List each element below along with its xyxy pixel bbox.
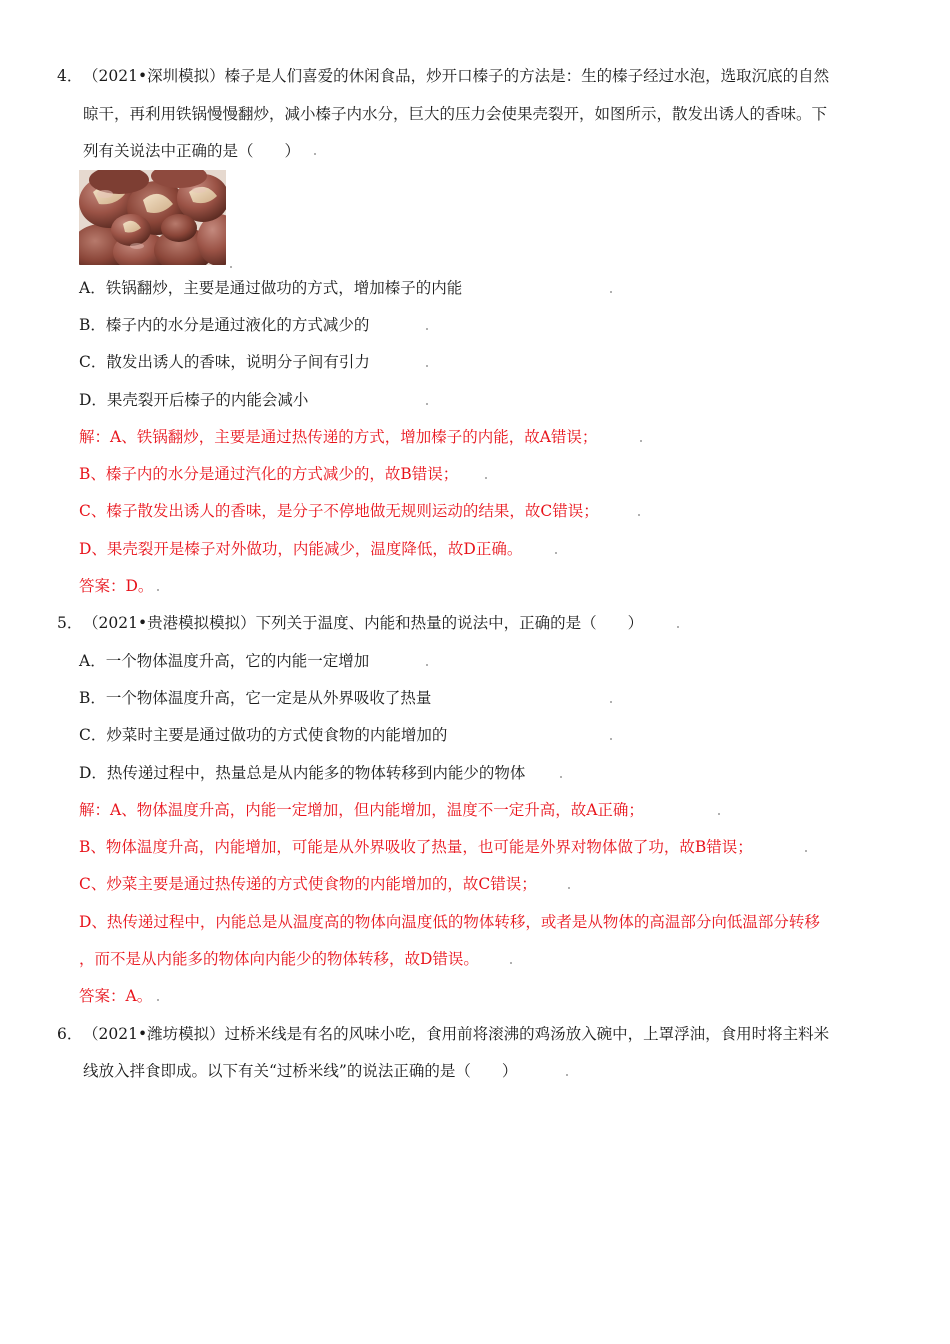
- question-5-solution-line-1: 解：A、物体温度升高，内能一定增加，但内能增加，温度不一定升高，故A正确；: [79, 801, 644, 819]
- question-5-stem-line-1: 5．（2021•贵港模拟模拟）下列关于温度、内能和热量的说法中，正确的是（ ）: [57, 611, 643, 635]
- question-6-number: 6．: [57, 1025, 83, 1043]
- paragraph-mark: [805, 850, 807, 852]
- question-4-solution-line-1: 解：A、铁锅翻炒，主要是通过热传递的方式，增加榛子的内能，故A错误；: [79, 428, 598, 446]
- paragraph-mark: [426, 328, 428, 330]
- question-6-stem-line-1: 6．（2021•潍坊模拟）过桥米线是有名的风味小吃，食用前将滚沸的鸡汤放入碗中，上罩浮油，食用时将主料米: [57, 1022, 829, 1046]
- question-4-stem-line-2: 晾干，再利用铁锅慢慢翻炒，减小榛子内水分，巨大的压力会使果壳裂开，如图所示，散发出诱人的香味。下: [83, 105, 828, 123]
- question-4-solution-line-4: D、果壳裂开是榛子对外做功，内能减少，温度降低，故D正确。: [79, 540, 523, 558]
- paragraph-mark: [485, 477, 487, 479]
- paragraph-mark: [426, 365, 428, 367]
- question-5-number: 5．: [57, 614, 83, 632]
- question-4-number: 4．: [57, 67, 83, 85]
- question-6-stem-line-2: 线放入拌食即成。以下有关“过桥米线”的说法正确的是（ ）: [83, 1062, 518, 1080]
- question-5-option-a: A．一个物体温度升高，它的内能一定增加: [79, 652, 370, 670]
- paragraph-mark: [314, 153, 316, 155]
- question-4-option-c: C．散发出诱人的香味，说明分子间有引力: [79, 353, 370, 371]
- paragraph-mark: [555, 552, 557, 554]
- question-4-option-b: B．榛子内的水分是通过液化的方式减少的: [79, 316, 370, 334]
- question-4-solution-line-3: C、榛子散发出诱人的香味，是分子不停地做无规则运动的结果，故C错误；: [79, 502, 599, 520]
- paragraph-mark: [610, 291, 612, 293]
- question-4-answer: 答案：D。: [79, 577, 154, 595]
- paragraph-mark: [568, 887, 570, 889]
- paragraph-mark: [510, 962, 512, 964]
- question-5-solution-line-4: D、热传递过程中，内能总是从温度高的物体向温度低的物体转移，或者是从物体的高温部分向低温部分转移: [79, 913, 820, 931]
- paragraph-mark: [610, 701, 612, 703]
- paragraph-mark: [638, 514, 640, 516]
- paragraph-mark: [566, 1074, 568, 1076]
- question-5-solution-line-5: ，而不是从内能多的物体向内能少的物体转移，故D错误。: [79, 950, 479, 968]
- paragraph-mark: [640, 440, 642, 442]
- question-4-solution-line-2: B、榛子内的水分是通过汽化的方式减少的，故B错误；: [79, 465, 459, 483]
- question-4-option-a: A．铁锅翻炒，主要是通过做功的方式，增加榛子的内能: [79, 279, 463, 297]
- paragraph-mark: [426, 664, 428, 666]
- question-5-answer: 答案：A。: [79, 987, 153, 1005]
- question-4-stem-line-3: 列有关说法中正确的是（ ）: [83, 142, 301, 160]
- paragraph-mark: [677, 626, 679, 628]
- question-5-option-b: B．一个物体温度升高，它一定是从外界吸收了热量: [79, 689, 432, 707]
- question-5-option-c: C．炒菜时主要是通过做功的方式使食物的内能增加的: [79, 726, 448, 744]
- paragraph-mark: [560, 776, 562, 778]
- paragraph-mark: [426, 403, 428, 405]
- hazelnuts-icon: [79, 170, 226, 265]
- paragraph-mark: [157, 589, 159, 591]
- question-5-solution-line-2: B、物体温度升高，内能增加，可能是从外界吸收了热量，也可能是外界对物体做了功，故B错误；: [79, 838, 753, 856]
- paragraph-mark: [610, 738, 612, 740]
- question-5-solution-line-3: C、炒菜主要是通过热传递的方式使食物的内能增加的，故C错误；: [79, 875, 537, 893]
- question-4-stem-line-1: 4．（2021•深圳模拟）榛子是人们喜爱的休闲食品，炒开口榛子的方法是：生的榛子经过水泡，选取沉底的自然: [57, 64, 829, 88]
- hazelnuts-photo: [79, 170, 226, 265]
- question-4-option-d: D．果壳裂开后榛子的内能会减小: [79, 391, 309, 409]
- paragraph-mark: [230, 266, 232, 268]
- paragraph-mark: [718, 813, 720, 815]
- paragraph-mark: [157, 999, 159, 1001]
- question-5-option-d: D．热传递过程中，热量总是从内能多的物体转移到内能少的物体: [79, 764, 526, 782]
